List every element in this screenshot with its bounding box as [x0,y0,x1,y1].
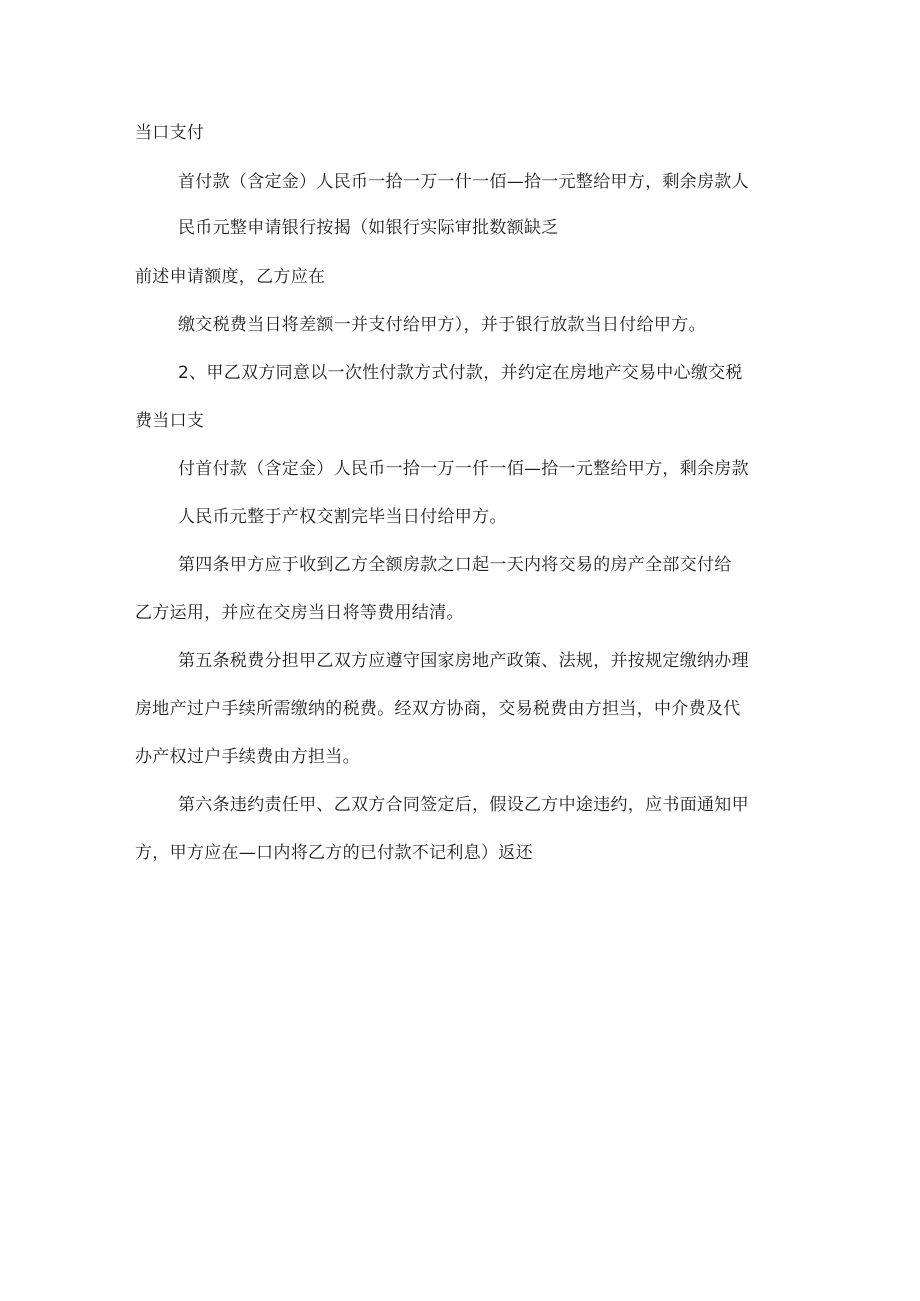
text-line: 首付款（含定金）人民币一拾一万一什一佰—拾一元整给甲方，剩余房款人 [178,172,749,192]
text-line: 民币元整申请银行按揭（如银行实际审批数额缺乏 [178,218,559,238]
text-line: 人民币元整于产权交割完毕当日付给甲方。 [178,507,507,527]
text-line: 2、甲乙双方同意以一次性付款方式付款，并约定在房地产交易中心缴交税 [178,363,743,383]
text-line: 第五条税费分担甲乙双方应遵守国家房地产政策、法规，并按规定缴纳办理 [178,651,749,671]
text-line: 费当口支 [135,411,205,431]
text-line: 缴交税费当日将差额一并支付给甲方），并于银行放款当日付给甲方。 [178,315,706,335]
text-line: 第六条违约责任甲、乙双方合同签定后，假设乙方中途违约，应书面通知甲 [178,795,749,815]
text-line: 付首付款（含定金）人民币一拾一万一仟一佰—拾一元整给甲方，剩余房款 [178,459,749,479]
text-line: 办产权过户手续费由方担当。 [135,747,360,767]
text-line: 第四条甲方应于收到乙方全额房款之口起一天内将交易的房产全部交付给 [178,555,732,575]
text-line: 当口支付 [135,123,205,143]
text-line: 房地产过户手续所需缴纳的税费。经双方协商，交易税费由方担当，中介费及代 [135,699,741,719]
text-line: 乙方运用，并应在交房当日将等费用结清。 [135,603,464,623]
text-line: 前述申请额度，乙方应在 [135,267,326,287]
text-line: 方，甲方应在—口内将乙方的已付款不记利息）返还 [135,843,533,863]
